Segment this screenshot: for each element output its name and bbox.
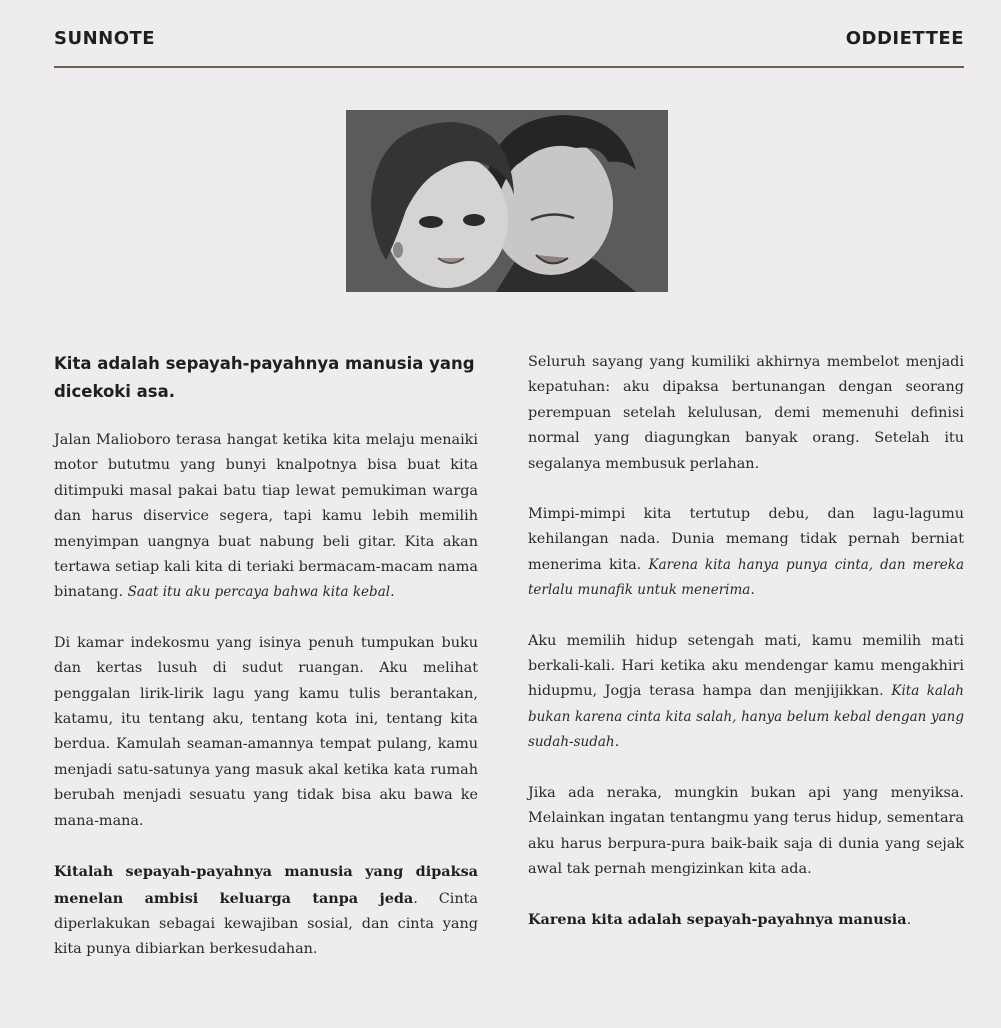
paragraph-end: . [390,584,395,601]
paragraph-italic: Kita kalah bukan karena cinta kita salah, hanya belum kebal dengan yang sudah-sudah [528,683,964,751]
paragraph-text: Mimpi-mimpi kita tertutup debu, dan lagu-lagumu kehilangan nada. Dunia memang tidak pernah berniat menerima kita. [528,506,964,573]
author-name[interactable]: ODDIETTEE [845,28,964,49]
paragraph-bold: Kitalah sepayah-payahnya manusia yang dipaksa menelan ambisi keluarga tanpa jeda [54,863,478,907]
paragraph [54,859,478,963]
header-divider [54,66,964,68]
paragraph-italic: Karena kita hanya punya cinta, dan mereka terlalu munafik untuk menerima [528,556,964,599]
paragraph-italic: Saat itu aku percaya bahwa kita kebal [127,584,391,601]
paragraph: Di kamar indekosmu yang isinya penuh tumpukan buku dan kertas lusuh di sudut ruangan. Aku melihat penggalan lirik-lirik lagu yang kamu tulis berantakan, katamu, itu tentang aku, tentang kota ini, tentang kita berdua. Kamulah seaman-amannya tempat pulang, kamu menjadi satu-satunya yang masuk akal ketika kata rumah berubah menjadi sesuatu yang tidak bisa aku bawa ke mana-mana. [54,634,478,829]
paragraph: Jika ada neraka, mungkin bukan api yang menyiksa. Melainkan ingatan tentangmu yang terus hidup, sementara aku harus berpura-pura baik-baik saja di dunia yang sejak awal tak pernah mengizinkan kita ada. [528,784,964,877]
paragraph: Seluruh sayang yang kumiliki akhirnya membelot menjadi kepatuhan: aku dipaksa bertunangan dengan seorang perempuan setelah kelulusan, demi memenuhi definisi normal yang diagungkan banyak orang. Setelah itu segalanya membusuk perlahan. [528,354,964,472]
hero-illustration [346,110,668,292]
couple-illustration-image [346,110,668,292]
paragraph-bold: Karena kita adalah sepayah-payahnya manusia [528,911,907,929]
paragraph [528,502,964,604]
paragraph-text: Aku memilih hidup setengah mati, kamu memilih mati berkali-kali. Hari ketika aku mendengar kamu mengakhiri hidupmu, Jogja terasa hampa dan menjijikkan. [528,632,964,700]
paragraph-text: Jalan Malioboro terasa hangat ketika kita melaju menaiki motor bututmu yang bunyi knalpotnya bisa buat kita ditimpuki masal pakai batu tiap lewat pemukiman warga dan harus diservice segera, tapi kamu lebih memilih menyimpan uangnya buat nabung beli gitar. Kita akan tertawa setiap kali kita di teriaki bermacam-macam nama binatang. [54,432,478,601]
paragraph-end: . [750,582,755,599]
article-heading: Kita adalah sepayah-payahnya manusia yang dicekoki asa. [54,354,475,401]
paragraph [528,629,964,756]
paragraph [54,428,478,606]
right-column [528,350,964,959]
paragraph [528,907,964,933]
page-header [54,28,964,52]
left-column [54,350,478,988]
paragraph-text: . Cinta diperlakukan sebagai kewajiban sosial, dan cinta yang kita punya dibiarkan berkesudahan. [54,890,478,958]
paragraph-end: . [614,734,620,751]
site-name[interactable]: SUNNOTE [54,28,156,49]
paragraph-end: . [906,912,912,929]
